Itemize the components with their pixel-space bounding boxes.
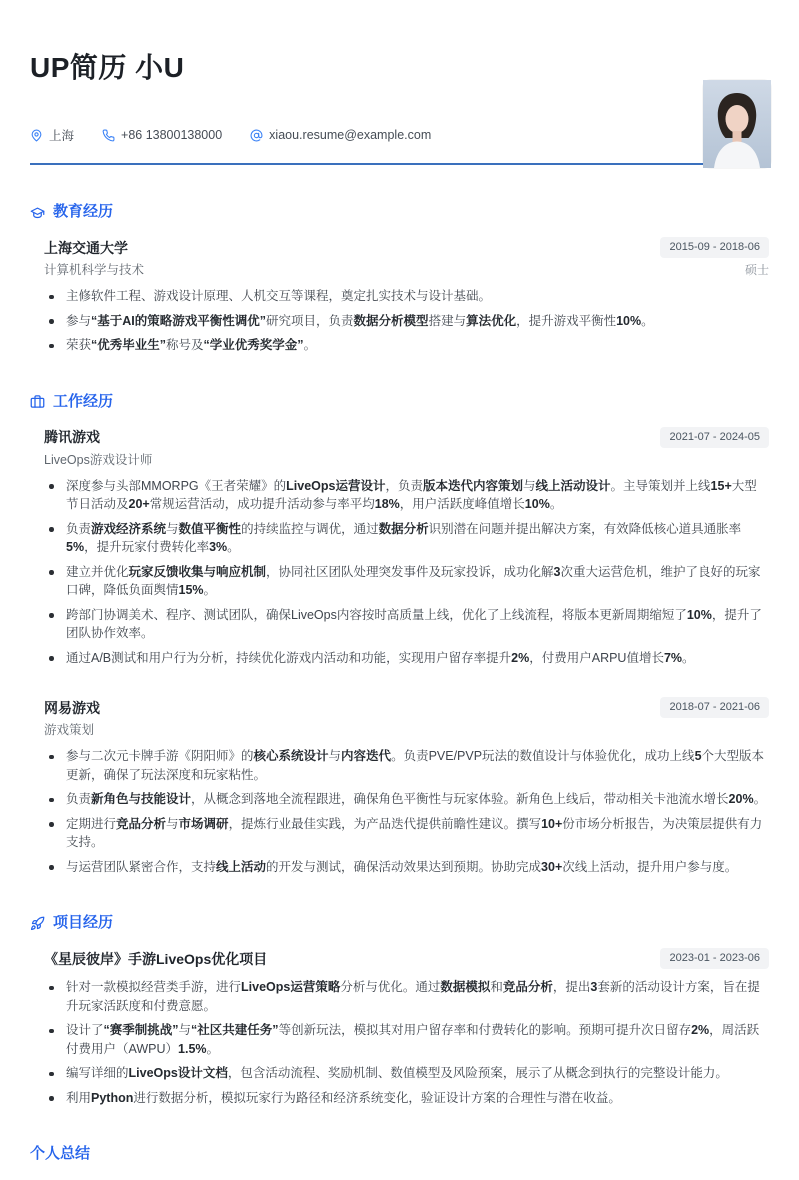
- bullet-item: 定期进行竞品分析与市场调研，提炼行业最佳实践，为产品迭代提供前瞻性建议。撰写10+份市场分析报告，为决策层提供有力支持。: [44, 815, 769, 852]
- bold-text: 新角色与技能设计: [91, 792, 192, 806]
- bold-text: LiveOps运营策略: [241, 980, 341, 994]
- bold-text: 20%: [728, 792, 754, 806]
- date-badge: 2021-07 - 2024-05: [660, 427, 769, 448]
- bullet-item: 建立并优化玩家反馈收集与响应机制，协同社区团队处理突发事件及玩家投诉，成功化解3次重大运营危机，维护了良好的玩家口碑，降低负面舆情15%。: [44, 563, 769, 600]
- entry-name: 上海交通大学: [44, 239, 128, 256]
- bullet-item: 荣获“优秀毕业生”称号及“学业优秀奖学金”。: [44, 336, 769, 355]
- bullet-item: 主修软件工程、游戏设计原理、人机交互等课程，奠定扎实技术与设计基础。: [44, 287, 769, 306]
- entry-name: 网易游戏: [44, 699, 100, 716]
- bold-text: 10+: [541, 816, 563, 831]
- bold-text: 2%: [511, 650, 530, 665]
- bold-text: 玩家反馈收集与响应机制: [128, 564, 267, 579]
- bold-text: 数据模拟: [440, 980, 491, 994]
- entry-subtitle: 游戏策划: [44, 723, 95, 737]
- entry-head: [44, 427, 769, 448]
- bullet-item: 负责游戏经济系统与数值平衡性的持续监控与调优，通过数据分析识别潜在问题并提出解决方案，有效降低核心道具通胀率5%，提升玩家付费转化率3%。: [44, 520, 769, 557]
- bold-text: 2%: [691, 1023, 710, 1037]
- section-education: [30, 203, 769, 355]
- bullet-item: 编写详细的LiveOps设计文档，包含活动流程、奖励机制、数值模型及风险预案，展示了从概念到执行的完整设计能力。: [44, 1064, 769, 1083]
- bullet-item: 设计了“赛季制挑战”与“社区共建任务”等创新玩法，模拟其对用户留存率和付费转化的影响。预期可提升次日留存2%，周活跃付费用户（AWPU）1.5%。: [44, 1021, 769, 1058]
- resume-entry: [44, 948, 769, 1107]
- bold-text: 竞品分析: [502, 980, 553, 994]
- bold-text: 线上活动设计: [535, 478, 611, 493]
- resume-entry: [44, 427, 769, 668]
- bold-text: 1.5%: [178, 1041, 207, 1056]
- resume-entry: [44, 237, 769, 355]
- bold-text: 20+: [128, 497, 150, 511]
- bullet-item: 利用Python进行数据分析，模拟玩家行为路径和经济系统变化，验证设计方案的合理性与潜在收益。: [44, 1089, 769, 1108]
- bold-text: 18%: [374, 497, 400, 511]
- phone-icon: [102, 129, 115, 142]
- bold-text: 算法优化: [466, 313, 517, 328]
- section-work-title: [30, 393, 769, 411]
- contact-email-text: xiaou.resume@example.com: [269, 128, 432, 142]
- bold-text: 核心系统设计: [253, 749, 329, 763]
- education-entries: [30, 237, 769, 355]
- bold-text: 3: [553, 564, 561, 579]
- date-badge: 2018-07 - 2021-06: [660, 697, 769, 718]
- work-entries: [30, 427, 769, 877]
- bold-text: 7%: [663, 650, 683, 665]
- bold-text: “优秀毕业生”: [91, 338, 167, 352]
- bold-text: 数据分析: [378, 521, 429, 536]
- header-divider: [30, 163, 769, 165]
- section-education-title: [30, 203, 769, 221]
- bold-text: 3: [590, 980, 598, 994]
- bold-text: 10%: [616, 313, 642, 328]
- profile-photo: [703, 80, 771, 168]
- contact-phone: [102, 128, 222, 142]
- bold-text: 内容迭代: [341, 749, 392, 763]
- section-summary: [30, 1145, 769, 1163]
- bullet-list: [44, 978, 769, 1107]
- bold-text: “学业优秀奖学金”: [203, 338, 304, 352]
- bullet-item: 与运营团队紧密合作，支持线上活动的开发与测试，确保活动效果达到预期。协助完成30+次线上活动，提升用户参与度。: [44, 858, 769, 877]
- entry-head: [44, 948, 769, 969]
- entry-subtitle: 计算机科学与技术: [44, 263, 145, 277]
- at-sign-icon: [250, 129, 263, 142]
- section-summary-title: [30, 1145, 769, 1163]
- bullet-item: 针对一款模拟经营类手游，进行LiveOps运营策略分析与优化。通过数据模拟和竞品分析，提出3套新的活动设计方案，旨在提升玩家活跃度和付费意愿。: [44, 978, 769, 1015]
- contact-location-text: 上海: [49, 129, 75, 143]
- resume-entry: [44, 697, 769, 876]
- entry-head: [44, 237, 769, 258]
- date-badge: 2015-09 - 2018-06: [660, 237, 769, 258]
- entry-subrow: [44, 262, 769, 278]
- date-badge: 2023-01 - 2023-06: [660, 948, 769, 969]
- resume-page: [0, 50, 799, 1180]
- graduation-cap-icon: [30, 205, 45, 220]
- bullet-list: [44, 287, 769, 355]
- bullet-item: 参与二次元卡牌手游《阴阳师》的核心系统设计与内容迭代。负责PVE/PVP玩法的数值设计与体验优化，成功上线5个大型版本更新，确保了玩法深度和玩家粘性。: [44, 747, 769, 784]
- section-work: [30, 393, 769, 877]
- contact-location: [30, 126, 74, 144]
- section-projects-title: [30, 914, 769, 932]
- bold-text: “社区共建任务”: [191, 1023, 279, 1037]
- bold-text: 数据分析模型: [353, 313, 429, 328]
- bold-text: 版本迭代内容策划: [422, 478, 523, 493]
- entry-head: [44, 697, 769, 718]
- bold-text: 30+: [541, 859, 563, 874]
- entry-degree: 硕士: [744, 263, 769, 277]
- bold-text: 竞品分析: [116, 816, 167, 831]
- contact-email: [250, 128, 431, 142]
- section-title-text: 教育经历: [53, 203, 114, 220]
- bold-text: 5%: [66, 540, 85, 554]
- contact-row: [30, 126, 769, 144]
- bullet-item: 跨部门协调美术、程序、测试团队，确保LiveOps内容按时高质量上线，优化了上线流程，将版本更新周期缩短了10%，提升了团队协作效率。: [44, 606, 769, 643]
- bold-text: 5: [694, 749, 702, 763]
- briefcase-icon: [30, 394, 45, 409]
- bullet-list: [44, 477, 769, 668]
- entry-name: 《星辰彼岸》手游LiveOps优化项目: [44, 950, 268, 967]
- bullet-item: 通过A/B测试和用户行为分析，持续优化游戏内活动和功能，实现用户留存率提升2%，付费用户ARPU值增长7%。: [44, 649, 769, 668]
- bold-text: 游戏经济系统: [91, 521, 167, 536]
- entry-subrow: [44, 722, 769, 738]
- bold-text: 数值平衡性: [178, 521, 242, 536]
- bullet-list: [44, 747, 769, 876]
- section-projects: [30, 914, 769, 1107]
- bold-text: LiveOps设计文档: [128, 1066, 228, 1080]
- location-icon: [30, 129, 43, 142]
- bullet-item: 深度参与头部MMORPG《王者荣耀》的LiveOps运营设计，负责版本迭代内容策划与线上活动设计。主导策划并上线15+大型节日活动及20+常规运营活动，成功提升活动参与率平均18%，用户活跃度峰值增长10%。: [44, 477, 769, 514]
- contact-phone-text: +86 13800138000: [121, 128, 223, 142]
- section-title-text: 工作经历: [53, 392, 114, 410]
- entry-subtitle: LiveOps游戏设计师: [44, 452, 153, 467]
- entry-subrow: [44, 452, 769, 468]
- bold-text: 线上活动: [216, 859, 267, 874]
- bold-text: 市场调研: [178, 816, 229, 831]
- bullet-item: 参与“基于AI的策略游戏平衡性调优”研究项目，负责数据分析模型搭建与算法优化，提升游戏平衡性10%。: [44, 312, 769, 331]
- bold-text: Python: [91, 1090, 134, 1105]
- page-title: UP简历 小U: [30, 52, 185, 83]
- bold-text: 10%: [524, 497, 550, 511]
- bold-text: “基于AI的策略游戏平衡性调优”: [91, 313, 267, 328]
- projects-entries: [30, 948, 769, 1107]
- bullet-item: 负责新角色与技能设计，从概念到落地全流程跟进，确保角色平衡性与玩家体验。新角色上线后，带动相关卡池流水增长20%。: [44, 790, 769, 809]
- bold-text: 3%: [209, 540, 228, 554]
- bold-text: “赛季制挑战”: [103, 1023, 179, 1037]
- bold-text: LiveOps运营设计: [286, 478, 386, 493]
- rocket-icon: [30, 916, 45, 931]
- section-title-text: 项目经历: [53, 914, 114, 931]
- bold-text: 15%: [178, 583, 204, 597]
- entry-name: 腾讯游戏: [44, 429, 100, 445]
- bold-text: 10%: [686, 607, 712, 622]
- bold-text: 15+: [710, 478, 732, 493]
- profile-photo-illustration: [703, 80, 771, 168]
- section-title-text: 个人总结: [30, 1145, 91, 1162]
